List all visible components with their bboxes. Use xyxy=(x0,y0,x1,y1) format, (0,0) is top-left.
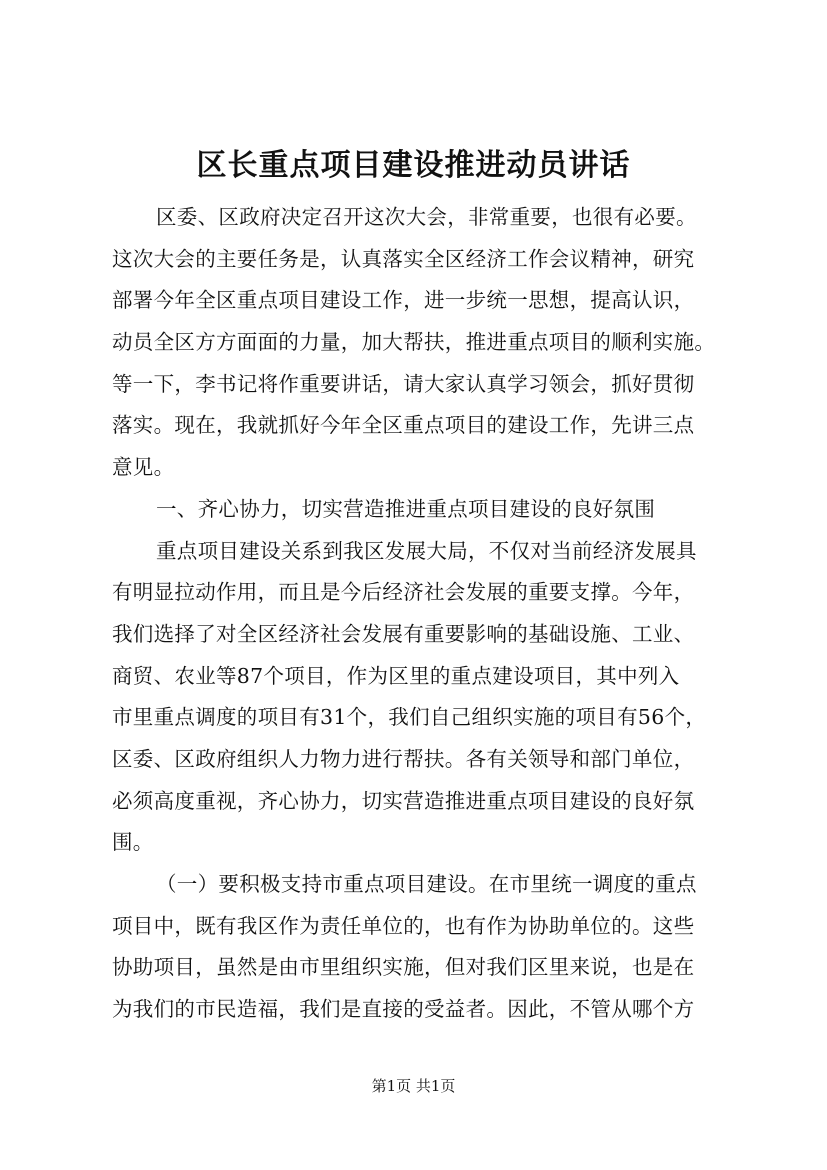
text-line: 这次大会的主要任务是，认真落实全区经济工作会议精神，研究 xyxy=(112,246,695,271)
section-heading: 一、齐心协力，切实营造推进重点项目建设的良好氛围 xyxy=(156,496,656,521)
text-line: 重点项目建设关系到我区发展大局，不仅对当前经济发展具 xyxy=(156,538,697,563)
text-line: 我们选择了对全区经济社会发展有重要影响的基础设施、工业、 xyxy=(112,621,695,646)
text-line: 部署今年全区重点项目建设工作，进一步统一思想，提高认识， xyxy=(112,288,695,313)
document-title: 区长重点项目建设推进动员讲话 xyxy=(196,148,631,183)
text-line: 区委、区政府决定召开这次大会，非常重要，也很有必要。 xyxy=(156,205,697,229)
text-line: 为我们的市民造福，我们是直接的受益者。因此，不管从哪个方 xyxy=(112,997,695,1022)
document-body xyxy=(112,197,728,1031)
text-line: 区委、区政府组织人力物力进行帮扶。各有关领导和部门单位， xyxy=(112,746,695,771)
text-line: 协助项目，虽然是由市里组织实施，但对我们区里来说，也是在 xyxy=(112,955,695,980)
page-footer: 第1页 共1页 xyxy=(371,1077,456,1095)
text-line: 必须高度重视，齐心协力，切实营造推进重点项目建设的良好氛 xyxy=(112,788,695,813)
text-line: 落实。现在，我就抓好今年全区重点项目的建设工作，先讲三点 xyxy=(112,413,695,438)
text-line: 市里重点调度的项目有31个，我们自己组织实施的项目有56个， xyxy=(112,705,707,730)
text-line: 等一下，李书记将作重要讲话，请大家认真学习领会，抓好贯彻 xyxy=(112,371,695,396)
text-line: 项目中，既有我区作为责任单位的，也有作为协助单位的。这些 xyxy=(112,913,695,938)
text-line: 动员全区方方面面的力量，加大帮扶，推进重点项目的顺利实施。 xyxy=(112,330,716,355)
text-line: 意见。 xyxy=(112,455,175,480)
text-line: 围。 xyxy=(112,830,154,855)
subsection-heading: （一）要积极支持市重点项目建设。在市里统一调度的重点 xyxy=(156,872,697,896)
text-line: 有明显拉动作用，而且是今后经济社会发展的重要支撑。今年， xyxy=(112,580,695,605)
text-line: 商贸、农业等87个项目，作为区里的重点建设项目，其中列入 xyxy=(112,663,680,688)
